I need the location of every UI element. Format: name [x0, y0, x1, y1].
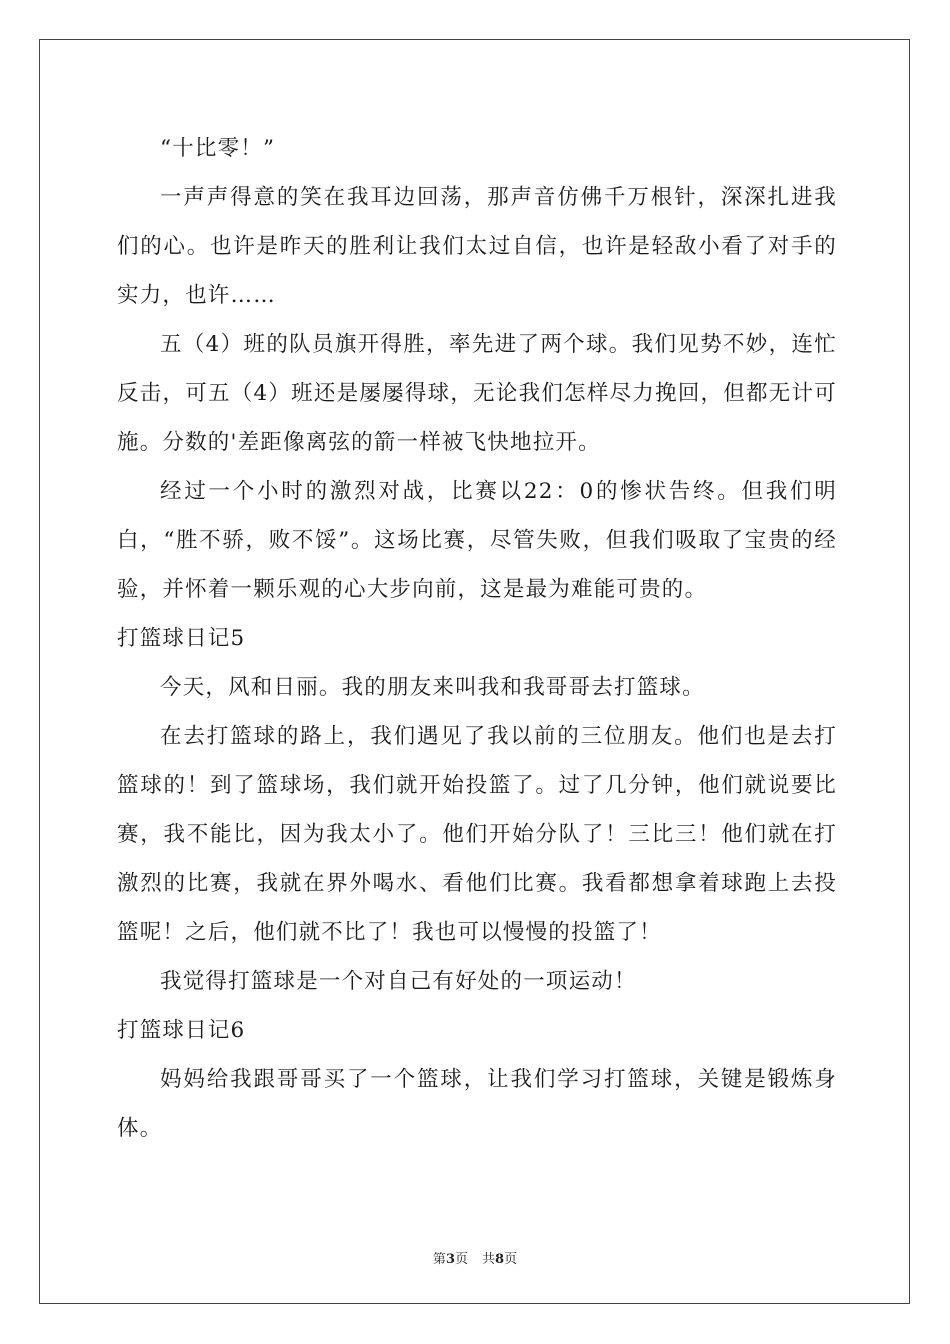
paragraph: “十比零！” [160, 136, 276, 161]
total-suffix: 页 [504, 1252, 518, 1267]
section-heading: 打篮球日记5 [117, 626, 246, 651]
paragraph: 我觉得打篮球是一个对自己有好处的一项运动！ [160, 969, 637, 994]
page-suffix: 页 [454, 1252, 468, 1267]
total-pages: 8 [495, 1252, 505, 1267]
paragraph: 经过一个小时的激烈对战，比赛以22：0的惨状告终。但我们明白，“胜不骄，败不馁”。这场比赛，尽管失败，但我们吸取了宝贵的经验，并怀着一颗乐观的心大步向前，这是最为难能可贵的。 [117, 479, 837, 602]
paragraph: 在去打篮球的路上，我们遇见了我以前的三位朋友。他们也是去打篮球的！到了篮球场，我们就开始投篮了。过了几分钟，他们就说要比赛，我不能比，因为我太小了。他们开始分队了！三比三！他们就在打激烈的比赛，我就在界外喝水、看他们比赛。我看都想拿着球跑上去投篮呢！之后，他们就不比了！我也可以慢慢的投篮了！ [117, 724, 837, 945]
paragraph: 今天，风和日丽。我的朋友来叫我和我哥哥去打篮球。 [160, 675, 705, 700]
page-footer [0, 1248, 950, 1267]
document-body [117, 124, 837, 1153]
paragraph: 妈妈给我跟哥哥买了一个篮球，让我们学习打篮球，关键是锻炼身体。 [117, 1067, 837, 1141]
page-prefix: 第 [432, 1252, 446, 1267]
page-number: 3 [445, 1252, 455, 1267]
paragraph: 五（4）班的队员旗开得胜，率先进了两个球。我们见势不妙，连忙反击，可五（4）班还是屡屡得球，无论我们怎样尽力挽回，但都无计可施。分数的'差距像离弦的箭一样被飞快地拉开。 [117, 332, 837, 455]
section-heading: 打篮球日记6 [117, 1018, 246, 1043]
paragraph: 一声声得意的笑在我耳边回荡，那声音仿佛千万根针，深深扎进我们的心。也许是昨天的胜利让我们太过自信，也许是轻敌小看了对手的实力，也许…… [117, 185, 837, 308]
total-prefix: 共 [482, 1252, 496, 1267]
